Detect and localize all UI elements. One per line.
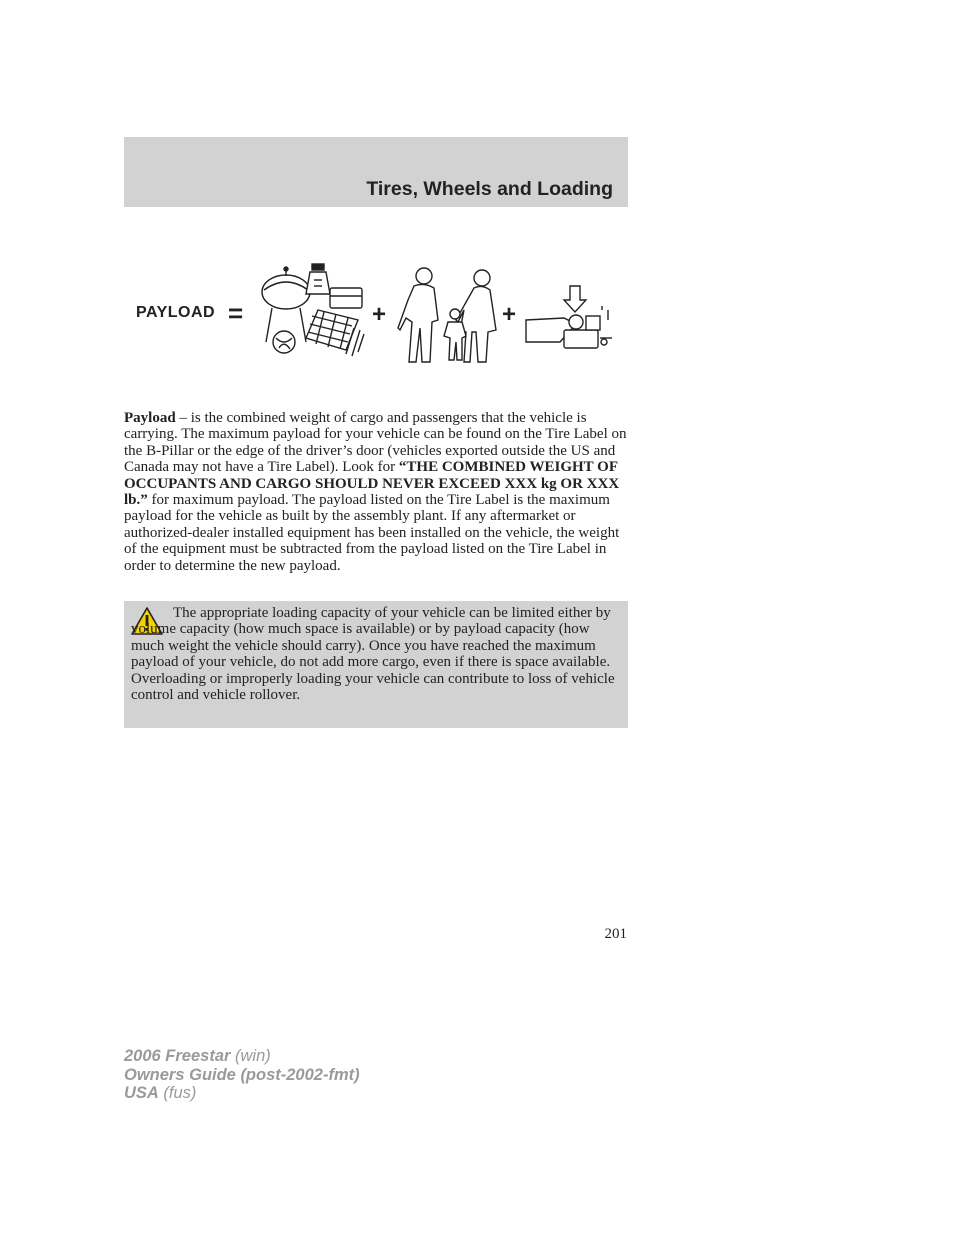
- payload-label: PAYLOAD: [136, 304, 216, 321]
- footer-line-1: 2006 Freestar (win): [124, 1047, 271, 1065]
- payload-illustration: [124, 250, 628, 370]
- section-header-band: [124, 137, 628, 207]
- cargo-items-icon: [262, 264, 364, 356]
- footer-line-2: Owners Guide (post-2002-fmt): [124, 1065, 360, 1084]
- plus-symbol: +: [502, 301, 517, 328]
- page-number: 201: [604, 926, 627, 942]
- payload-figure: [124, 250, 628, 370]
- payload-definition-paragraph: [124, 410, 628, 574]
- warning-text: The appropriate loading capacity of your vehicle can be limited either by volume capacity (how much space is available) or by payload capacity (how much weight the vehicle should carry). Once you have reached the maximum payload of your vehicle, do not add more cargo, even if there is space available. Overloading or improperly loading your vehicle can contribute to loss of vehicle control and vehicle rollover.: [131, 605, 615, 704]
- plus-symbol: +: [372, 301, 387, 328]
- payload-text-part-2: for maximum payload. The payload listed on the Tire Label is the maximum payload for the vehicle as built by the assembly plant. If any aftermarket or authorized-dealer installed equipment has been installed on the vehicle, the weight of the equipment must be subtracted from the payload listed on the Tire Label in order to determine the new payload.: [124, 492, 620, 574]
- family-passengers-icon: [398, 268, 496, 362]
- payload-text-part-1: – is the combined weight of cargo and passengers that the vehicle is carrying. The maximum payload for your vehicle can be found on the Tire Label on the B-Pillar or the edge of the driver’s door (vehicles exported outside the US and Canada may not have a Tire Label). Look for: [124, 410, 627, 476]
- footer-line-3: USA (fus): [124, 1084, 197, 1102]
- section-title: Tires, Wheels and Loading: [366, 178, 613, 200]
- payload-term: Payload: [124, 410, 176, 426]
- equals-symbol: =: [228, 298, 244, 328]
- tire-label-quote: “THE COMBINED WEIGHT OF OCCUPANTS AND CARGO SHOULD NEVER EXCEED XXX kg OR XXX lb.”: [124, 459, 620, 509]
- trailer-hitch-tongue-load-icon: [526, 286, 612, 348]
- warning-box: [124, 601, 628, 728]
- document-footer: [124, 1047, 360, 1103]
